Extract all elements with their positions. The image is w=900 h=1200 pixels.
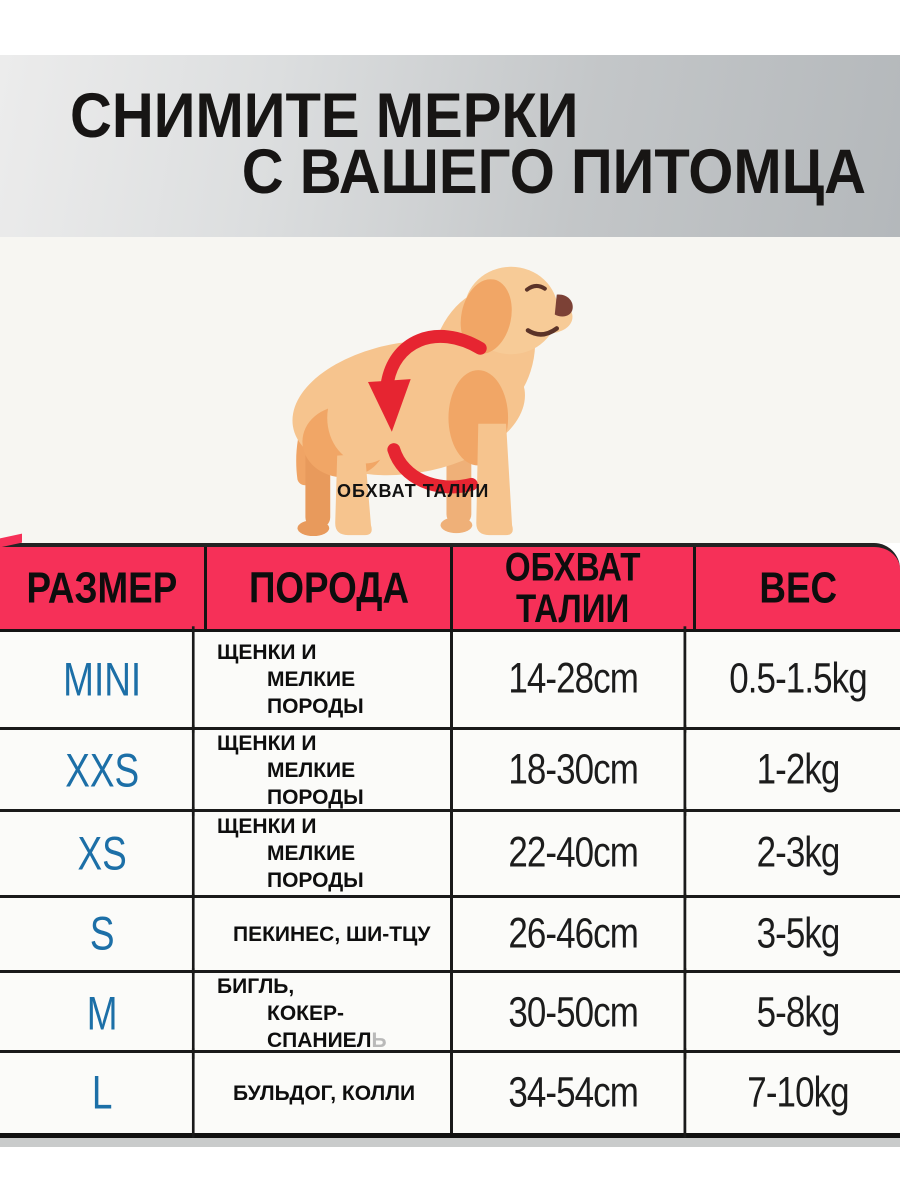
dog-front-near-leg	[476, 424, 513, 535]
header-cell-size: РАЗМЕР	[0, 547, 207, 629]
table-row-xxs	[0, 730, 900, 812]
size-cell: XS	[12, 807, 194, 900]
page-title-line2: С ВАШЕГО ПИТОМЦА	[241, 136, 866, 207]
size-cell: XXS	[12, 725, 194, 816]
dog-paw	[297, 520, 329, 536]
waist-cell: 14-28cm	[463, 626, 687, 732]
dog-paw	[441, 517, 473, 533]
weight-cell: 3-5kg	[756, 909, 840, 957]
size-cell: S	[12, 894, 194, 975]
breed-cell: ЩЕНКИ И МЕЛКИЕ ПОРОДЫ	[207, 812, 453, 895]
breed-cell: БИГЛЬ, КОКЕР-СПАНИЕЛЬ	[207, 973, 453, 1054]
weight-cell: 5-8kg	[756, 989, 840, 1037]
waist-measure-label: ОБХВАТ ТАЛИИ	[337, 481, 490, 501]
waist-cell: 22-40cm	[463, 807, 687, 900]
size-cell: M	[12, 968, 194, 1059]
size-cell: MINI	[12, 626, 194, 732]
table-row-m	[0, 973, 900, 1053]
breed-cell: ЩЕНКИ И МЕЛКИЕ ПОРОДЫ	[207, 632, 453, 727]
table-row-l	[0, 1053, 900, 1138]
header-cell-weight: ВЕС	[759, 563, 837, 613]
breed-cell: ПЕКИНЕС, ШИ-ТЦУ	[207, 898, 453, 970]
table-bottom-shadow-strip	[0, 1138, 900, 1147]
title-banner	[0, 55, 900, 237]
weight-cell: 1-2kg	[756, 746, 840, 794]
weight-cell: 2-3kg	[756, 829, 840, 877]
waist-cell: 26-46cm	[463, 894, 687, 975]
size-table	[0, 543, 900, 1138]
header-cell-waist: ОБХВАТ ТАЛИИ	[453, 547, 696, 629]
dog-nose	[555, 295, 573, 317]
dog-illustration	[240, 237, 800, 545]
header-cell-breed: ПОРОДА	[207, 547, 453, 629]
page-title-line1: СНИМИТЕ МЕРКИ	[70, 80, 579, 151]
waist-cell: 18-30cm	[463, 725, 687, 816]
waist-cell: 34-54cm	[463, 1048, 687, 1138]
table-row-s	[0, 898, 900, 973]
weight-cell: 7-10kg	[747, 1068, 849, 1116]
weight-cell: 0.5-1.5kg	[729, 655, 867, 703]
table-row-xs	[0, 812, 900, 898]
size-cell: L	[12, 1048, 194, 1138]
table-row-mini	[0, 632, 900, 730]
table-header-row	[0, 543, 900, 632]
breed-cell: ЩЕНКИ И МЕЛКИЕ ПОРОДЫ	[207, 730, 453, 811]
faded-letter: Ь	[371, 1029, 387, 1052]
waist-cell: 30-50cm	[463, 968, 687, 1059]
breed-cell: БУЛЬДОГ, КОЛЛИ	[207, 1053, 453, 1133]
